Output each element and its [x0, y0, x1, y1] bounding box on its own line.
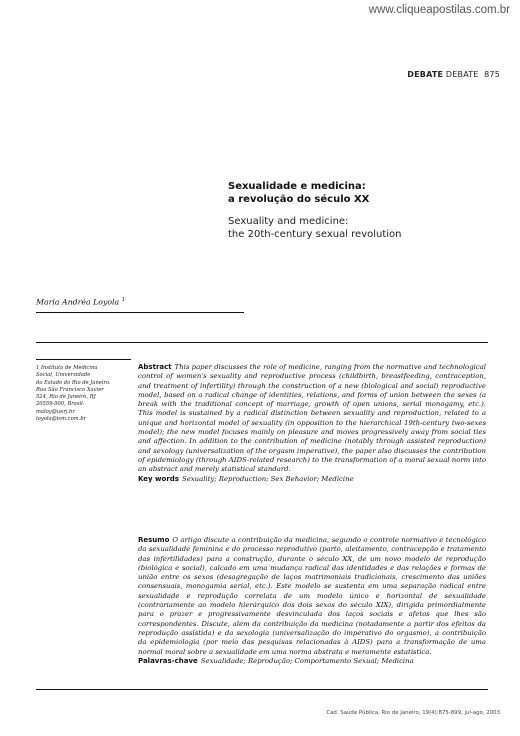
keywords-text: Sexuality; Reproduction; Sex Behavior; Medicine — [181, 474, 354, 483]
resumo-section — [138, 536, 486, 666]
bottom-rule — [36, 689, 488, 690]
affiliation-rule — [36, 359, 131, 360]
section-label-bold: DEBATE — [407, 70, 444, 79]
affil-line: 20559-900, Brasil. — [36, 401, 85, 408]
watermark-url: www.cliqueapostilas.com.br — [368, 4, 510, 16]
affil-email[interactable]: loyola@ism.com.br — [36, 416, 87, 423]
title-en-line2: the 20th-century sexual revolution — [228, 229, 402, 240]
abstract-paragraph — [138, 363, 486, 475]
affil-line: do Estado do Rio de Janeiro. — [36, 379, 111, 386]
title-block — [228, 180, 508, 241]
abstract-top-rule — [36, 342, 488, 343]
affil-line: 524, Rio de Janeiro, RJ — [36, 394, 96, 401]
title-english — [228, 215, 508, 241]
keywords-label: Key words — [138, 474, 179, 483]
author-name: Maria Andréa Loyola — [36, 297, 120, 307]
affiliation-note — [36, 365, 131, 423]
title-pt-line2: a revolução do século XX — [228, 194, 370, 205]
palavras-chave-label: Palavras-chave — [138, 656, 198, 665]
page-number: 875 — [484, 70, 500, 79]
journal-citation: Cad. Saúde Pública, Rio de Janeiro, 19(4):875-899, jul-ago, 2003 — [326, 710, 500, 716]
affil-line: Social, Universidade — [36, 372, 91, 379]
keywords-line — [138, 475, 486, 484]
affil-line: 1 Instituto de Medicina — [36, 365, 98, 371]
palavras-chave-text: Sexualidade; Reprodução; Comportamento Sexual; Medicina — [200, 656, 414, 665]
title-en-line1: Sexuality and medicine: — [228, 216, 349, 227]
author — [36, 297, 125, 307]
author-rule — [36, 312, 244, 313]
running-head — [407, 70, 500, 79]
abstract-section — [138, 363, 486, 484]
author-marker: 1 — [121, 297, 126, 303]
section-label: DEBATE — [445, 70, 479, 79]
abstract-text: This paper discusses the role of medicine, ranging from the normative and technological control of women's sexuality and reproductive process (childbirth, breastfeeding, contraception, and treatment of infertility) through the construction of a new (biological and social) reproductive model, based on a radical change of identities, relations, and forms of union between the sexes (a break with the traditional concept of marriage, growth of open unions, serial monogamy, etc.). This model is sustained by a radical distinction between sexuality and reproduction, related to a unique and horizontal model of sexuality (in opposition to the hierarchical 19th-century two-sexes model); the new model focuses mainly on pleasure and moves progressively away from social ties and affection. In addition to the contribution of medicine (notably through assisted reproduction) and sexology (universalization of the orgasm imperative), the paper also discusses the contribution of epidemiology (through AIDS-related research) to the transformation of a moral sexual norm into an abstract and merely statistical standard. — [138, 363, 486, 474]
abstract-label: Abstract — [138, 363, 172, 371]
title-pt-line1: Sexualidade e medicina: — [228, 181, 366, 192]
affil-email[interactable]: maloy@uerj.br — [36, 408, 75, 415]
affil-line: Rua São Francisco Xavier — [36, 386, 104, 393]
title-portuguese — [228, 180, 508, 206]
palavras-chave-line — [138, 657, 486, 666]
resumo-text: O artigo discute a contribuição da medicina, segundo o controle normativo e tecnológico da sexualidade feminina e do processo reprodutivo (parto, aleitamento, contracepção e tratamento das infertilidades) para a construção, durante o século XX, de um novo modelo de reprodução (biológica e social), calcado em uma mudança radical das identidades e das relações e formas de união entre os sexos (desagregação de laços matrimoniais tradicionais, crescimento das uniões consensuais, monogamia serial, etc.). Este modelo se sustenta em uma separação radical entre sexualidade e reprodução correlata de um modelo único e horizontal de sexualidade (contrariamente ao modelo hierárquico dos dois sexos do século XIX), dirigida primordialmente para o prazer e progressivamente desvinculada dos laços sociais e afetos que lhes são correspondentes. Discute, além da contribuição da medicina (notadamente a partir dos efeitos da reprodução assistida) e da sexologia (universalização do imperativo do orgasmo), a contribuição da epidemiologia (por meio das pesquisas relacionadas à AIDS) para a transformação de uma normal moral sobre a sexualidade em uma norma abstrata e meramente estatística. — [138, 536, 486, 656]
resumo-label: Resumo — [138, 536, 170, 544]
resumo-paragraph — [138, 536, 486, 657]
